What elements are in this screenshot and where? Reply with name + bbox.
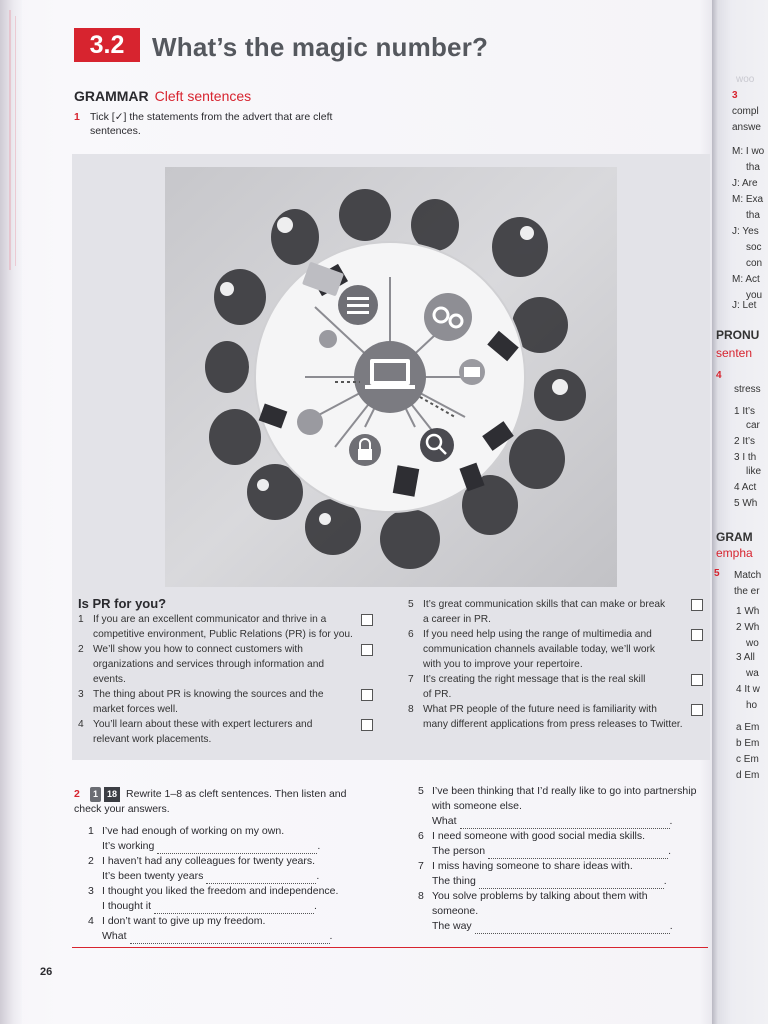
adjacent-page-text: c Em <box>736 754 759 765</box>
adjacent-page-text: ho <box>746 700 758 711</box>
rewrite-item <box>88 854 388 884</box>
answer-field[interactable] <box>479 877 664 889</box>
advert-statement <box>408 627 708 672</box>
answer-end: . <box>314 900 317 912</box>
grammar-topic: Cleft sentences <box>154 88 252 104</box>
statement-number: 3 <box>78 689 84 700</box>
statement-number: 8 <box>408 704 414 715</box>
adjacent-page-text: Match <box>734 570 762 581</box>
answer-end: . <box>668 845 672 857</box>
statement-number: 2 <box>78 644 84 655</box>
adjacent-page-text: wa <box>746 668 759 679</box>
people-around-table-image <box>165 167 617 587</box>
answer-prompt: I thought it <box>102 900 152 912</box>
statement-line: relevant work placements. <box>93 734 212 745</box>
answer-prompt: The way <box>432 920 472 932</box>
adjacent-page-text: 4 It w <box>736 684 760 695</box>
advert-photo <box>165 167 617 587</box>
answer-prompt: What <box>432 815 457 827</box>
answer-prompt: It’s been twenty years <box>102 870 204 882</box>
adjacent-page-text: J: Let <box>732 300 757 311</box>
statement-number: 6 <box>408 629 414 640</box>
statement-line: many different applications from press releases to Twitter. <box>423 719 683 730</box>
adjacent-page-text: M: Act <box>732 274 760 285</box>
adjacent-page-text: a Em <box>736 722 760 733</box>
statement-line: It’s great communication skills that can make or break <box>423 599 666 610</box>
exercise-2-number: 2 <box>74 788 80 800</box>
advert-statement <box>78 612 378 642</box>
exercise-2-left-list <box>88 824 388 944</box>
answer-end: . <box>329 930 333 942</box>
footer-rule <box>72 947 708 948</box>
adjacent-page-text: the er <box>734 586 760 597</box>
statement-number: 1 <box>78 614 84 625</box>
source-sentence: I don’t want to give up my freedom. <box>102 915 266 927</box>
advert-statement <box>78 642 378 687</box>
item-number: 8 <box>418 890 424 902</box>
adjacent-page-text: J: Yes <box>732 226 759 237</box>
tick-box[interactable] <box>691 704 703 716</box>
advert-left-list <box>78 612 378 747</box>
adjacent-page-text: senten <box>716 346 753 360</box>
tick-box[interactable] <box>691 599 703 611</box>
adjacent-page-text: 3 All <box>736 652 755 663</box>
exercise-1-instruction <box>74 110 374 138</box>
adjacent-page-text: car <box>746 420 760 431</box>
adjacent-page-text: 4 <box>716 370 722 381</box>
tick-box[interactable] <box>691 629 703 641</box>
adjacent-page-text: GRAM <box>716 530 753 544</box>
adjacent-page-text: like <box>746 466 762 477</box>
item-number: 7 <box>418 860 424 872</box>
answer-end: . <box>669 920 673 932</box>
source-sentence: I’ve been thinking that I’d really like to go into partnership <box>432 785 697 797</box>
adjacent-page-text: con <box>746 258 763 269</box>
adjacent-page-text: M: I wo <box>732 146 765 157</box>
answer-field[interactable] <box>157 842 317 854</box>
adjacent-page-text: b Em <box>736 738 760 749</box>
statement-number: 5 <box>408 599 414 610</box>
statement-number: 7 <box>408 674 414 685</box>
adjacent-page-text: J: Are <box>732 178 758 189</box>
statement-line: What PR people of the future need is familiarity with <box>423 704 657 715</box>
item-number: 2 <box>88 855 94 867</box>
statement-line: If you need help using the range of multimedia and <box>423 629 652 640</box>
source-sentence: I’ve had enough of working on my own. <box>102 825 285 837</box>
answer-field[interactable] <box>206 872 316 884</box>
statement-line: You’ll learn about these with expert lecturers and <box>93 719 313 730</box>
rewrite-item <box>88 884 388 914</box>
exercise-1-number: 1 <box>74 111 80 123</box>
margin-mark-2 <box>15 16 16 266</box>
answer-prompt: The thing <box>432 875 476 887</box>
source-sentence: I thought you liked the freedom and independence. <box>102 885 339 897</box>
answer-field[interactable] <box>475 922 670 934</box>
audio-disc-icon[interactable] <box>90 787 101 802</box>
item-number: 4 <box>88 915 94 927</box>
advert-statement <box>408 597 708 627</box>
answer-prompt: The person <box>432 845 486 857</box>
answer-end: . <box>317 840 321 852</box>
exercise-2-instruction <box>74 787 394 817</box>
page-title: What’s the magic number? <box>152 32 489 62</box>
adjacent-page-text: 2 It’s <box>734 436 755 447</box>
tick-box[interactable] <box>361 644 373 656</box>
answer-end: . <box>669 815 673 827</box>
adjacent-page-text: PRONU <box>716 328 760 342</box>
exercise-2-right-list <box>418 784 710 934</box>
statement-line: competitive environment, Public Relations (PR) is for you. <box>93 629 353 640</box>
advert-title: Is PR for you? <box>78 596 167 611</box>
adjacent-page-text: 5 Wh <box>734 498 758 509</box>
rewrite-item <box>88 824 388 854</box>
rewrite-item <box>418 889 710 934</box>
answer-field[interactable] <box>130 932 330 944</box>
statement-line: of PR. <box>423 689 452 700</box>
advert-statement <box>408 702 708 732</box>
statement-line: We’ll show you how to connect customers with <box>93 644 303 655</box>
statement-line: It’s creating the right message that is the real skill <box>423 674 646 685</box>
grammar-label: GRAMMAR <box>74 88 149 104</box>
adjacent-page-text: tha <box>746 162 760 173</box>
page-number: 26 <box>40 966 53 978</box>
adjacent-page-text: wo <box>746 638 759 649</box>
item-number: 6 <box>418 830 424 842</box>
advert-right-list <box>408 597 708 732</box>
exercise-1-text-1: Tick [✓] the statements from the advert that are cleft <box>90 111 333 123</box>
adjacent-page-text: 2 Wh <box>736 622 760 633</box>
adjacent-page-text: 1 Wh <box>736 606 760 617</box>
rewrite-item <box>418 829 710 859</box>
answer-end: . <box>663 875 667 887</box>
adjacent-page-text: soc <box>746 242 762 253</box>
answer-prompt: It’s working <box>102 840 155 852</box>
adjacent-page-text: compl <box>732 106 759 117</box>
answer-end: . <box>316 870 320 882</box>
source-sentence: with someone else. <box>432 800 522 812</box>
answer-field[interactable] <box>488 847 668 859</box>
section-badge: 3.2 <box>74 28 140 62</box>
answer-prompt: What <box>102 930 127 942</box>
statement-line: communication channels available today, we’ll work <box>423 644 655 655</box>
statement-line: market forces well. <box>93 704 178 715</box>
exercise-2-text-1: Rewrite 1–8 as cleft sentences. Then listen and <box>126 788 347 800</box>
statement-line: If you are an excellent communicator and thrive in a <box>93 614 327 625</box>
adjacent-page-text: 4 Act <box>734 482 757 493</box>
statement-number: 4 <box>78 719 84 730</box>
tick-box[interactable] <box>361 719 373 731</box>
adjacent-page-text: answe <box>732 122 761 133</box>
tick-box[interactable] <box>691 674 703 686</box>
adjacent-page-text: empha <box>716 546 753 560</box>
statement-line: with you to improve your repertoire. <box>423 659 583 670</box>
adjacent-page-text: 3 I th <box>734 452 757 463</box>
adjacent-page-text: woo <box>736 74 755 85</box>
adjacent-page-text: 5 <box>714 568 720 579</box>
item-number: 1 <box>88 825 94 837</box>
audio-track-badge[interactable]: 18 <box>104 787 120 802</box>
source-sentence: You solve problems by talking about them with <box>432 890 648 902</box>
adjacent-page-text: tha <box>746 210 760 221</box>
rewrite-item <box>418 784 710 829</box>
adjacent-page-text: stress <box>734 384 761 395</box>
answer-field[interactable] <box>154 902 314 914</box>
grammar-heading <box>74 88 251 104</box>
advert-statement <box>78 717 378 747</box>
margin-mark <box>9 10 11 270</box>
adjacent-page <box>712 0 768 1024</box>
statement-line: The thing about PR is knowing the sources and the <box>93 689 324 700</box>
adjacent-page-text: 1 It’s <box>734 406 755 417</box>
exercise-2-text-2: check your answers. <box>74 803 170 815</box>
rewrite-item <box>418 859 710 889</box>
item-number: 3 <box>88 885 94 897</box>
page-binding <box>0 0 22 1024</box>
advert-statement <box>78 687 378 717</box>
answer-field[interactable] <box>460 817 670 829</box>
statement-line: events. <box>93 674 126 685</box>
adjacent-page-text: d Em <box>736 770 760 781</box>
adjacent-page-text: 3 <box>732 90 738 101</box>
advert-statement <box>408 672 708 702</box>
statement-line: organizations and services through information and <box>93 659 325 670</box>
adjacent-page-text: M: Exa <box>732 194 764 205</box>
source-sentence: I need someone with good social media skills. <box>432 830 646 842</box>
audio-disc-number: 1 <box>93 789 99 799</box>
rewrite-item <box>88 914 388 944</box>
source-sentence: someone. <box>432 905 479 917</box>
adjacent-page-text: you <box>746 290 763 301</box>
source-sentence: I miss having someone to share ideas with. <box>432 860 633 872</box>
tick-box[interactable] <box>361 689 373 701</box>
source-sentence: I haven’t had any colleagues for twenty years. <box>102 855 316 867</box>
statement-line: a career in PR. <box>423 614 491 625</box>
tick-box[interactable] <box>361 614 373 626</box>
item-number: 5 <box>418 785 424 797</box>
exercise-1-text-2: sentences. <box>90 125 141 137</box>
